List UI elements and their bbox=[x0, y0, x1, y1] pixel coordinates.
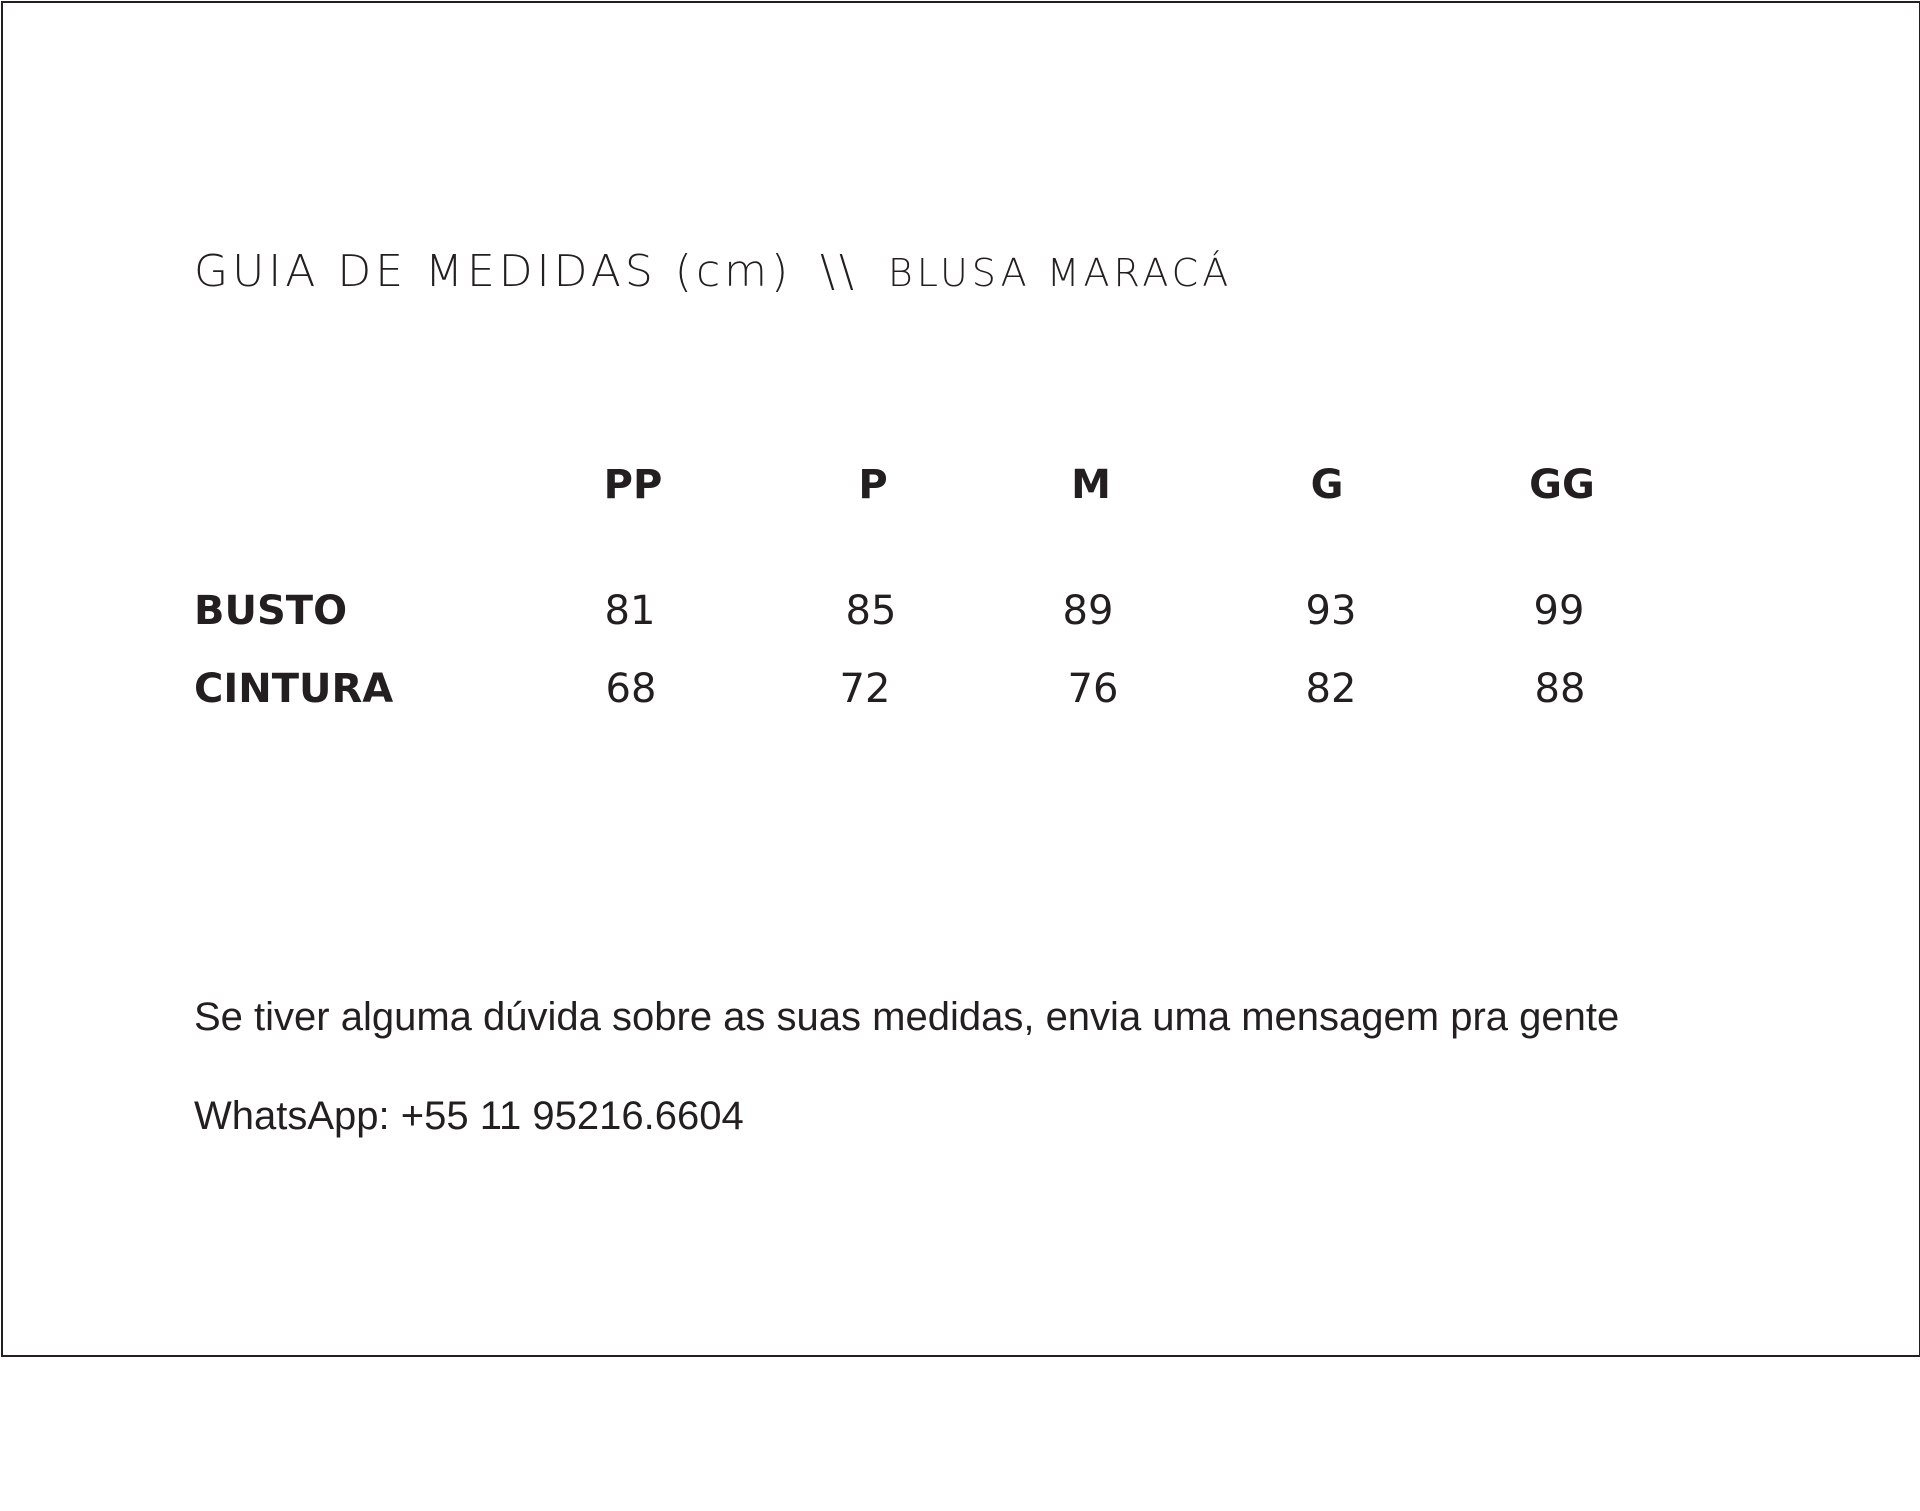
page-title bbox=[194, 246, 1232, 297]
cell-cintura-p: 72 bbox=[839, 666, 891, 712]
size-header-p: P bbox=[858, 462, 888, 508]
cell-busto-g: 93 bbox=[1305, 588, 1357, 634]
cell-busto-p: 85 bbox=[845, 588, 897, 634]
size-header-gg: GG bbox=[1529, 462, 1595, 508]
title-main: GUIA DE MEDIDAS (cm) bbox=[194, 246, 793, 297]
cell-busto-gg: 99 bbox=[1533, 588, 1585, 634]
cell-cintura-g: 82 bbox=[1305, 666, 1357, 712]
product-name: BLUSA MARACÁ bbox=[887, 251, 1233, 295]
row-label-busto: BUSTO bbox=[194, 588, 348, 634]
whatsapp-contact: WhatsApp: +55 11 95216.6604 bbox=[194, 1094, 744, 1138]
size-header-g: G bbox=[1310, 462, 1344, 508]
size-header-m: M bbox=[1071, 462, 1111, 508]
help-message: Se tiver alguma dúvida sobre as suas medidas, envia uma mensagem pra gente bbox=[194, 995, 1620, 1039]
cell-busto-m: 89 bbox=[1062, 588, 1114, 634]
size-header-pp: PP bbox=[603, 462, 663, 508]
cell-cintura-gg: 88 bbox=[1534, 666, 1586, 712]
cell-cintura-m: 76 bbox=[1067, 666, 1119, 712]
cell-cintura-pp: 68 bbox=[605, 666, 657, 712]
cell-busto-pp: 81 bbox=[604, 588, 656, 634]
title-separator: \\ bbox=[820, 246, 858, 297]
row-label-cintura: CINTURA bbox=[194, 666, 394, 712]
